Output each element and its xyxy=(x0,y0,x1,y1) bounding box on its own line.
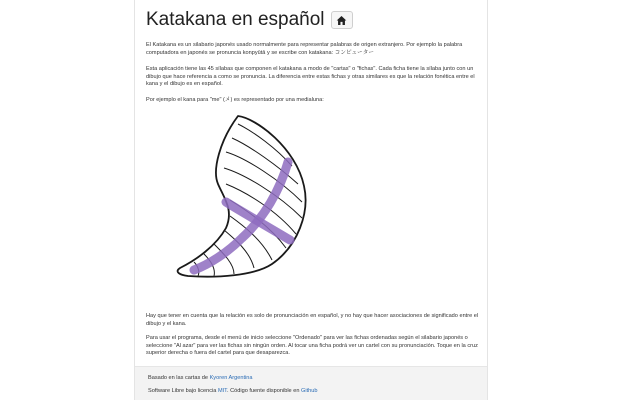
footer-credits: Basado en las cartas de Kyoren Argentina xyxy=(148,375,253,381)
footer xyxy=(135,366,487,400)
home-button[interactable] xyxy=(331,11,353,29)
usage-paragraph: Para usar el programa, desde el menú de inicio seleccione "Ordenado" para ver las fichas ordenadas según el silabario japonés o seleccione "Al azar" para ver las fichas sin ningún orden. Al tocar una ficha podrá ver un cartel con su pronunciación. Toque en la cruz superior derecha o fuera del cartel para que desaparezca. xyxy=(146,335,478,357)
intro-paragraph-3: Por ejemplo el kana para "me" (メ) es representado por una medialuna: xyxy=(146,97,324,103)
intro-paragraph-1: El Katakana es un silabario japonés usado normalmente para representar palabras de origen extranjero. Por ejemplo la palabra computadora en japonés se pronuncia konpyūtā y se escribe con katakana: コンピューター xyxy=(146,42,463,56)
github-link[interactable]: Github xyxy=(301,387,318,394)
medialuna-kana-illustration xyxy=(146,110,320,306)
header xyxy=(146,8,353,32)
intro-paragraph-2: Esta aplicación tiene las 45 sílabas que componen el katakana a modo de "cartas" o "fichas". Cada ficha tiene la sílaba junto con un dibujo que hace referencia a como se pronuncia. La diferencia entre estas fichas y otras similares es que la relación fonética entre el kana y el dibujo es en español. xyxy=(146,66,475,88)
page-container xyxy=(134,0,488,400)
page-title: Katakana en español xyxy=(146,9,325,30)
kyoren-link[interactable]: Kyoren Argentina xyxy=(209,375,253,381)
mit-license-link[interactable]: MIT xyxy=(217,387,227,394)
footer-license: Software Libre bajo licencia MIT. Código fuente disponible en Github xyxy=(148,387,318,394)
home-icon xyxy=(336,15,347,26)
note-paragraph: Hay que tener en cuenta que la relación es solo de pronunciación en español, y no hay que hacer asociaciones de significado entre el dibujo y el kana. xyxy=(146,313,479,327)
